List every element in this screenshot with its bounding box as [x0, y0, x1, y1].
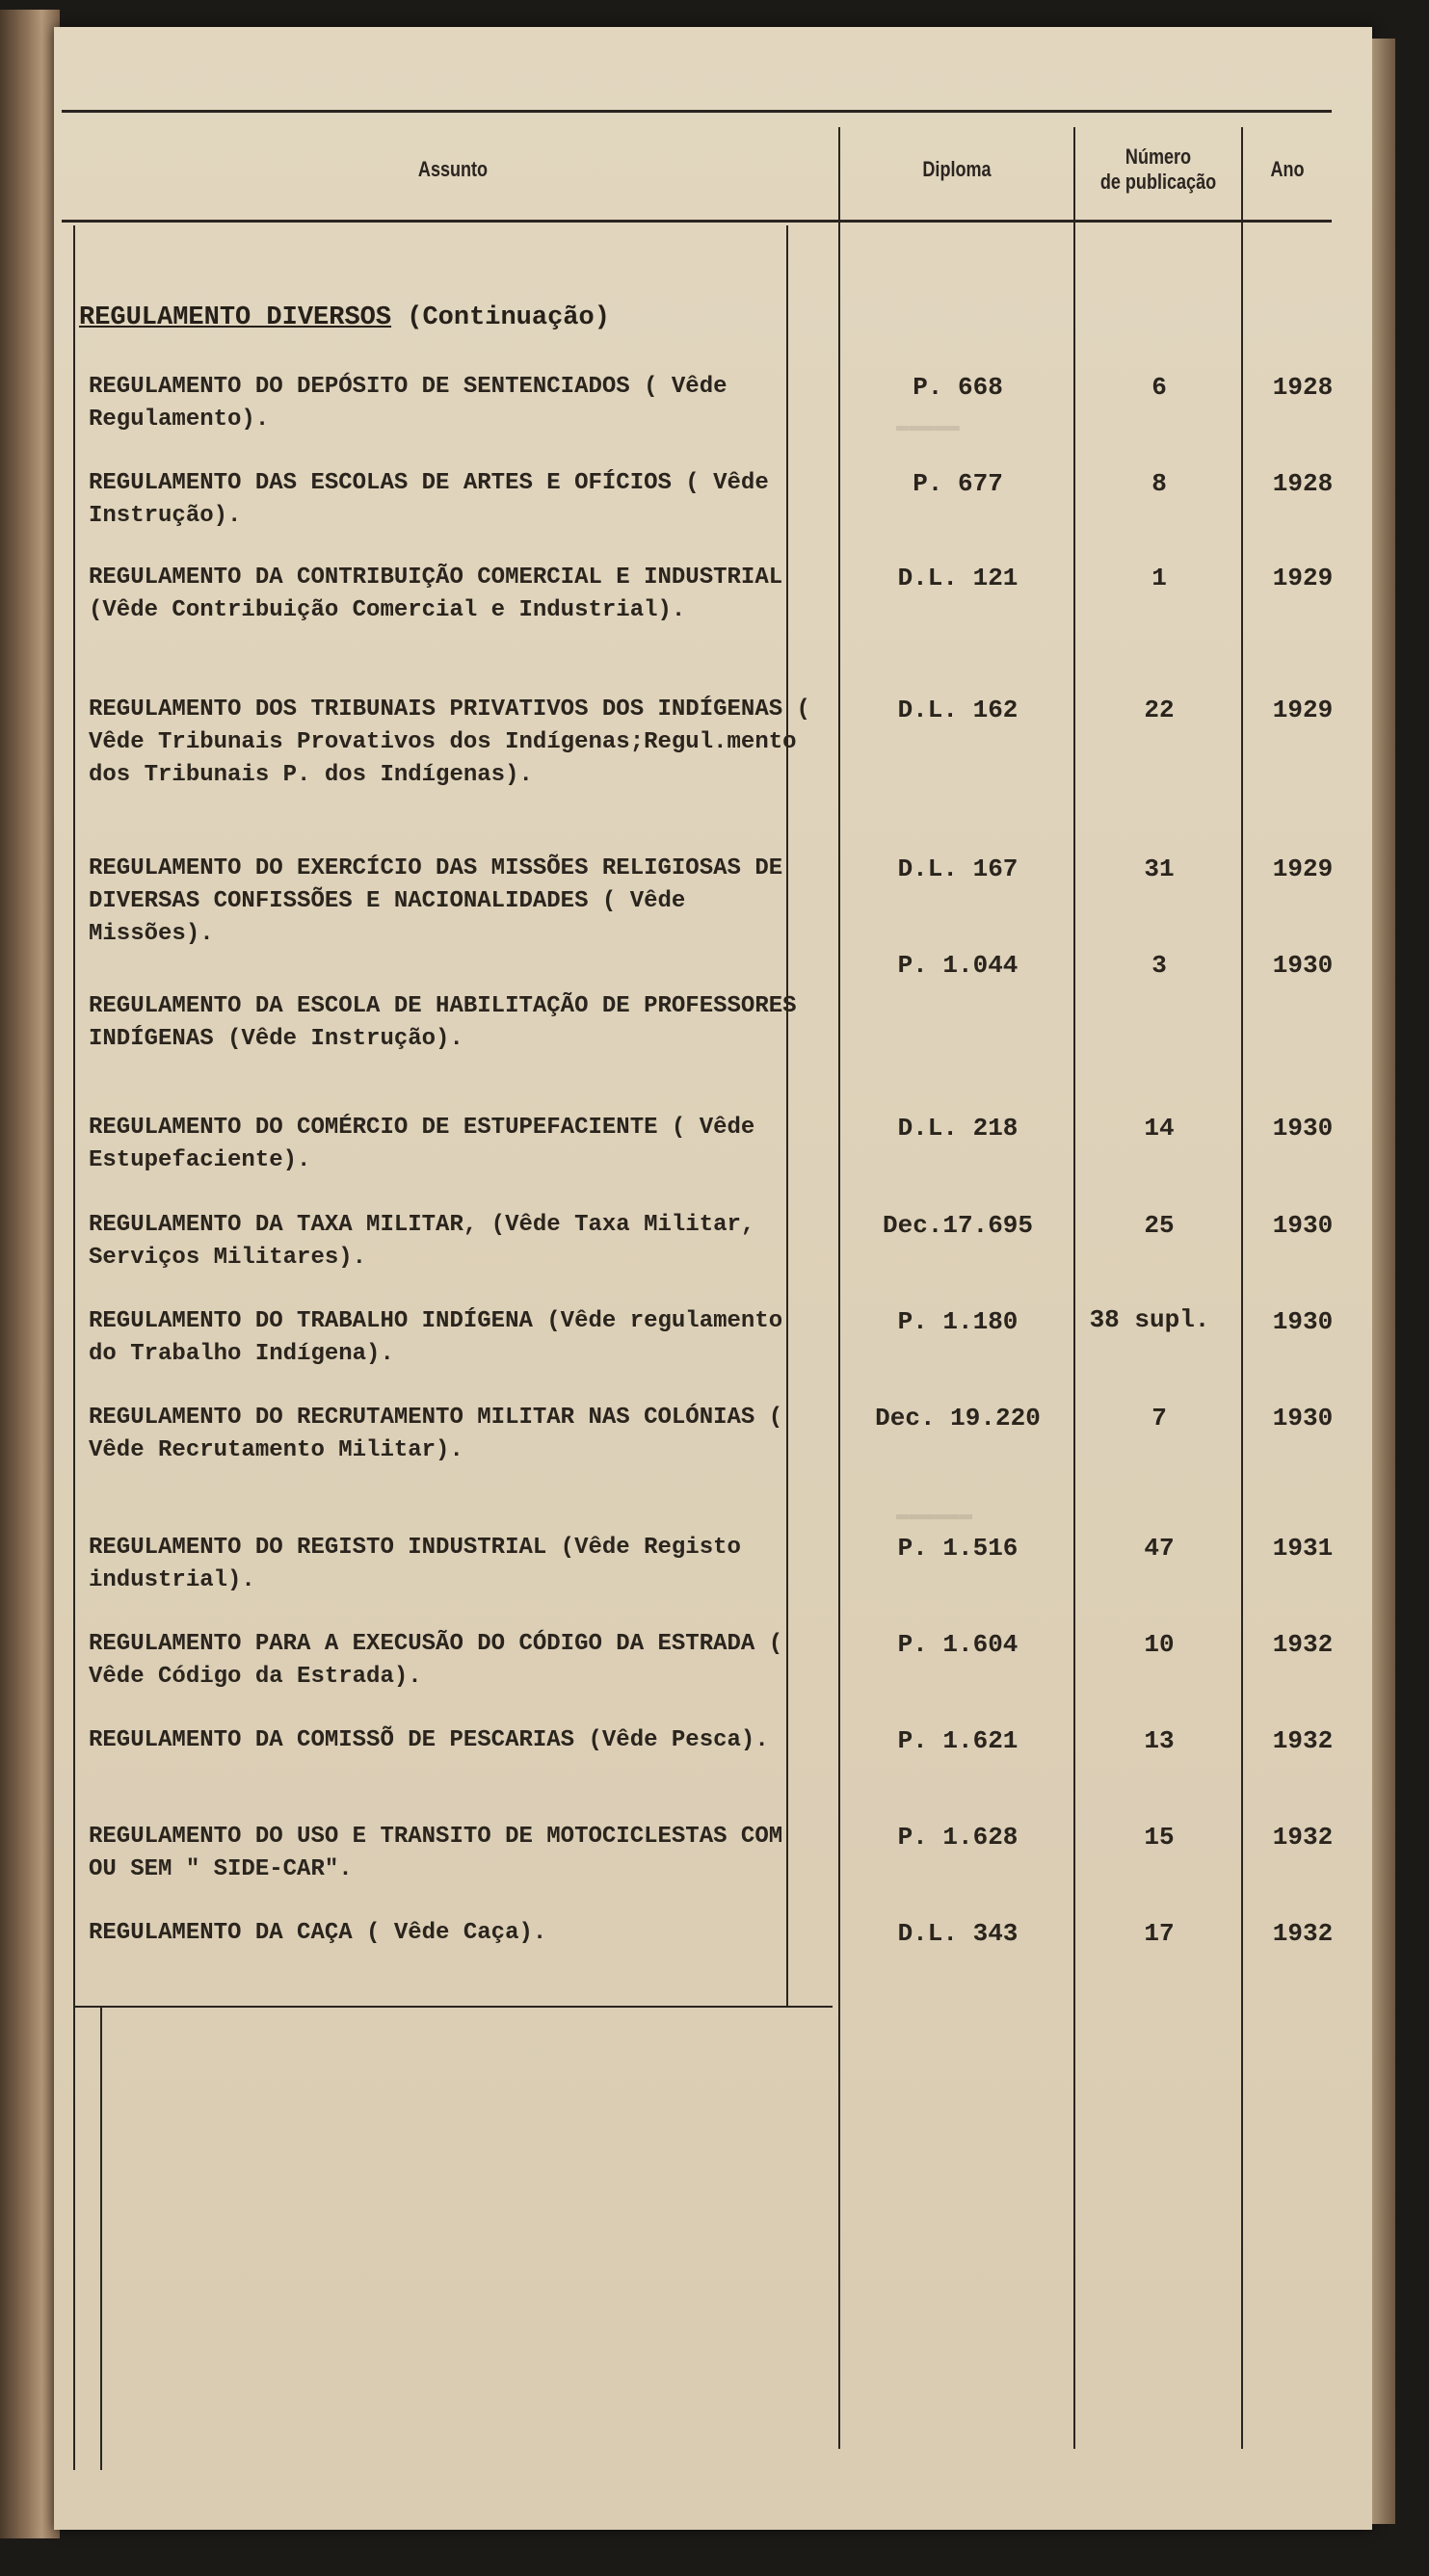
row-diploma: P. 1.604: [897, 1630, 1019, 1659]
row-diploma: Dec.17.695: [882, 1211, 1034, 1240]
column-divider-number: [1241, 127, 1243, 2449]
row-number: 22: [1144, 696, 1175, 724]
row-year: 1928: [1272, 469, 1334, 498]
row-number: 47: [1144, 1534, 1175, 1563]
header-number: [1090, 121, 1226, 218]
row-number: 13: [1144, 1726, 1175, 1755]
row-diploma: Dec. 19.220: [875, 1404, 1041, 1433]
row-diploma: P. 1.044: [897, 951, 1019, 980]
row-subject: REGULAMENTO DA COMISSÕ DE PESCARIAS (Vêde Pesca).: [89, 1727, 769, 1753]
row-number: 8: [1151, 469, 1167, 498]
row-number: 38 supl.: [1089, 1305, 1210, 1334]
row-number: 25: [1144, 1211, 1175, 1240]
row-year: 1932: [1272, 1919, 1334, 1948]
row-number: 1: [1151, 564, 1167, 592]
row-subject: REGULAMENTO DO COMÉRCIO DE ESTUPEFACIENTE ( Vêde Estupefaciente).: [89, 1115, 755, 1173]
bleed-through-mark: ▬▬▬▬▬: [896, 414, 961, 438]
row-number: 7: [1151, 1404, 1167, 1433]
row-diploma: D.L. 343: [897, 1919, 1019, 1948]
row-number: 14: [1144, 1114, 1175, 1143]
row-number: 17: [1144, 1919, 1175, 1948]
row-diploma: P. 668: [913, 373, 1003, 402]
row-number: 10: [1144, 1630, 1175, 1659]
row-subject: REGULAMENTO PARA A EXECUSÃO DO CÓDIGO DA ESTRADA ( Vêde Código da Estrada).: [89, 1631, 783, 1690]
header-number-line2: de publicação: [1099, 170, 1217, 194]
row-number: 31: [1144, 854, 1175, 883]
row-number: 15: [1144, 1823, 1175, 1852]
row-diploma: D.L. 162: [897, 696, 1019, 724]
header-year: Ano: [1270, 157, 1305, 181]
column-divider-subject: [838, 127, 840, 2449]
row-year: 1931: [1272, 1534, 1334, 1563]
row-diploma: D.L. 218: [897, 1114, 1019, 1143]
row-number: 3: [1151, 951, 1167, 980]
page-stack-edge: [1372, 39, 1395, 2524]
row-subject: REGULAMENTO DO EXERCÍCIO DAS MISSÕES RELIGIOSAS DE DIVERSAS CONFISSÕES E NACIONALIDADES ( Vêde Missões).: [89, 855, 783, 947]
row-year: 1932: [1272, 1726, 1334, 1755]
row-subject: REGULAMENTO DA ESCOLA DE HABILITAÇÃO DE PROFESSORES INDÍGENAS (Vêde Instrução).: [89, 993, 797, 1052]
header-subject: Assunto: [417, 157, 489, 181]
bleed-through-mark: ▬▬▬▬▬▬: [896, 1503, 973, 1527]
row-subject: REGULAMENTO DA TAXA MILITAR, (Vêde Taxa Militar, Serviços Militares).: [89, 1212, 755, 1271]
row-diploma: P. 677: [913, 469, 1003, 498]
row-year: 1929: [1272, 564, 1334, 592]
row-year: 1929: [1272, 696, 1334, 724]
row-diploma: D.L. 167: [897, 854, 1019, 883]
row-year: 1930: [1272, 951, 1334, 980]
top-rule: [62, 110, 1332, 113]
row-subject: REGULAMENTO DO USO E TRANSITO DE MOTOCICLESTAS COM OU SEM " SIDE-CAR".: [89, 1824, 783, 1882]
row-subject: REGULAMENTO DA CAÇA ( Vêde Caça).: [89, 1920, 547, 1946]
left-margin-line: [73, 225, 75, 2470]
row-subject: REGULAMENTO DO REGISTO INDUSTRIAL (Vêde Registo industrial).: [89, 1535, 741, 1593]
row-year: 1930: [1272, 1307, 1334, 1336]
row-number: 6: [1151, 373, 1167, 402]
row-year: 1928: [1272, 373, 1334, 402]
row-subject: REGULAMENTO DA CONTRIBUIÇÃO COMERCIAL E INDUSTRIAL (Vêde Contribuição Comercial e Industrial).: [89, 565, 783, 623]
row-subject: REGULAMENTO DO DEPÓSITO DE SENTENCIADOS ( Vêde Regulamento).: [89, 374, 728, 433]
header-rule: [62, 220, 1332, 223]
section-title-rest: (Continuação): [391, 303, 610, 332]
header-number-line1: Número: [1125, 145, 1192, 169]
row-year: 1930: [1272, 1114, 1334, 1143]
row-year: 1929: [1272, 854, 1334, 883]
column-divider-diploma: [1073, 127, 1075, 2449]
row-subject: REGULAMENTO DAS ESCOLAS DE ARTES E OFÍCIOS ( Vêde Instrução).: [89, 470, 769, 529]
row-year: 1930: [1272, 1404, 1334, 1433]
row-subject: REGULAMENTO DO TRABALHO INDÍGENA (Vêde regulamento do Trabalho Indígena).: [89, 1308, 783, 1367]
section-title: [79, 303, 610, 332]
section-title-main: REGULAMENTO DIVERSOS: [79, 303, 392, 332]
row-year: 1930: [1272, 1211, 1334, 1240]
row-year: 1932: [1272, 1823, 1334, 1852]
row-year: 1932: [1272, 1630, 1334, 1659]
row-diploma: D.L. 121: [897, 564, 1019, 592]
row-diploma: P. 1.621: [897, 1726, 1019, 1755]
header-diploma: Diploma: [922, 157, 992, 181]
row-subject: REGULAMENTO DO RECRUTAMENTO MILITAR NAS COLÓNIAS ( Vêde Recrutamento Militar).: [89, 1405, 783, 1463]
book-spine-edge: [0, 10, 60, 2538]
row-diploma: P. 1.628: [897, 1823, 1019, 1852]
left-margin-line-lower: [100, 2008, 102, 2470]
row-subject: REGULAMENTO DOS TRIBUNAIS PRIVATIVOS DOS INDÍGENAS ( Vêde Tribunais Provativos dos Indígenas;Regul.mento dos Tribunais P. dos Indígenas).: [89, 697, 810, 788]
row-diploma: P. 1.180: [897, 1307, 1019, 1336]
row-diploma: P. 1.516: [897, 1534, 1019, 1563]
end-of-entries-rule: [73, 2006, 833, 2008]
